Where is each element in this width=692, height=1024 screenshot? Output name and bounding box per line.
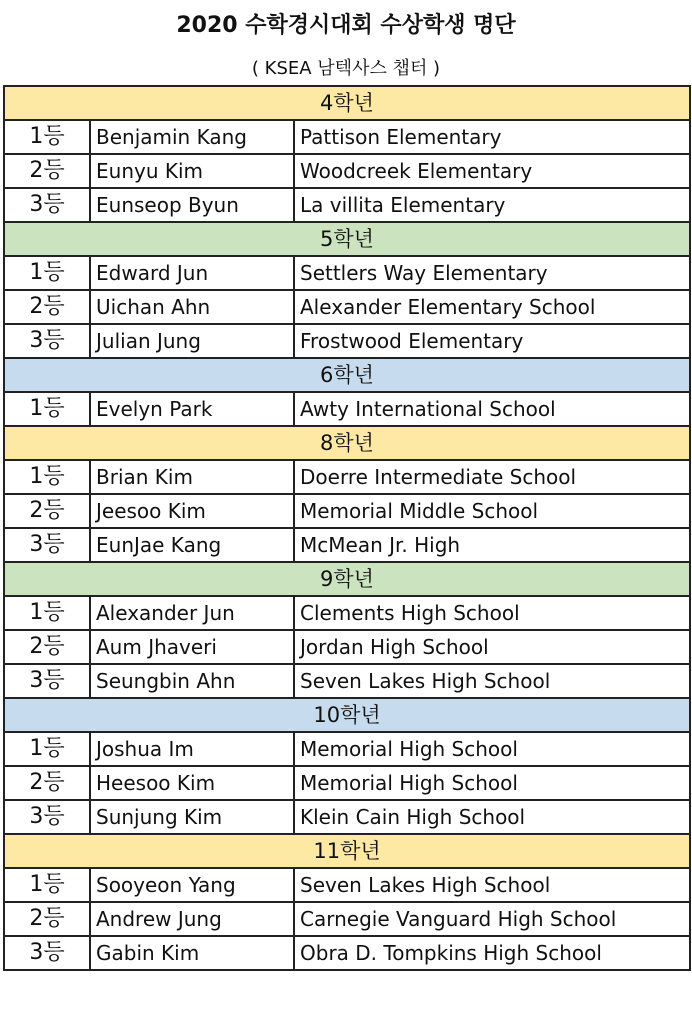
school-name-cell: Memorial Middle School	[294, 494, 690, 528]
student-name-cell: Seungbin Ahn	[90, 664, 294, 698]
table-row	[4, 188, 690, 222]
student-name-cell: Gabin Kim	[90, 936, 294, 970]
student-name-cell: Eunseop Byun	[90, 188, 294, 222]
student-name-cell: Eunyu Kim	[90, 154, 294, 188]
rank-cell: 2등	[4, 630, 90, 664]
school-name-cell: Settlers Way Elementary	[294, 256, 690, 290]
table-row	[4, 460, 690, 494]
school-name-cell: Klein Cain High School	[294, 800, 690, 834]
table-row	[4, 936, 690, 970]
school-name-cell: Frostwood Elementary	[294, 324, 690, 358]
school-name-cell: Obra D. Tompkins High School	[294, 936, 690, 970]
grade-header: 9학년	[4, 562, 690, 596]
page-subtitle: ( KSEA 남텍사스 챕터 )	[251, 58, 441, 79]
student-name-cell: EunJae Kang	[90, 528, 294, 562]
rank-cell: 1등	[4, 868, 90, 902]
grade-header-row	[4, 358, 690, 392]
school-name-cell: Seven Lakes High School	[294, 868, 690, 902]
table-row	[4, 528, 690, 562]
student-name-cell: Heesoo Kim	[90, 766, 294, 800]
rank-cell: 3등	[4, 324, 90, 358]
grade-header-row	[4, 834, 690, 868]
rank-cell: 3등	[4, 188, 90, 222]
awards-table	[3, 85, 691, 971]
grade-header: 5학년	[4, 222, 690, 256]
school-name-cell: Clements High School	[294, 596, 690, 630]
table-row	[4, 324, 690, 358]
table-row	[4, 902, 690, 936]
table-row	[4, 868, 690, 902]
school-name-cell: Pattison Elementary	[294, 120, 690, 154]
table-row	[4, 596, 690, 630]
table-row	[4, 732, 690, 766]
school-name-cell: Jordan High School	[294, 630, 690, 664]
rank-cell: 2등	[4, 494, 90, 528]
student-name-cell: Joshua Im	[90, 732, 294, 766]
school-name-cell: Alexander Elementary School	[294, 290, 690, 324]
table-row	[4, 154, 690, 188]
table-row	[4, 664, 690, 698]
school-name-cell: McMean Jr. High	[294, 528, 690, 562]
table-row	[4, 630, 690, 664]
grade-header: 8학년	[4, 426, 690, 460]
rank-cell: 1등	[4, 256, 90, 290]
table-row	[4, 290, 690, 324]
student-name-cell: Evelyn Park	[90, 392, 294, 426]
school-name-cell: Memorial High School	[294, 732, 690, 766]
table-row	[4, 800, 690, 834]
awards-table-body	[4, 86, 690, 970]
student-name-cell: Edward Jun	[90, 256, 294, 290]
student-name-cell: Jeesoo Kim	[90, 494, 294, 528]
rank-cell: 1등	[4, 732, 90, 766]
page-title: 2020 수학경시대회 수상학생 명단	[176, 13, 516, 38]
grade-header-row	[4, 698, 690, 732]
student-name-cell: Andrew Jung	[90, 902, 294, 936]
student-name-cell: Brian Kim	[90, 460, 294, 494]
school-name-cell: Woodcreek Elementary	[294, 154, 690, 188]
grade-header-row	[4, 86, 690, 120]
student-name-cell: Sooyeon Yang	[90, 868, 294, 902]
rank-cell: 1등	[4, 120, 90, 154]
rank-cell: 1등	[4, 460, 90, 494]
student-name-cell: Julian Jung	[90, 324, 294, 358]
rank-cell: 3등	[4, 800, 90, 834]
grade-header: 6학년	[4, 358, 690, 392]
grade-header-row	[4, 222, 690, 256]
school-name-cell: La villita Elementary	[294, 188, 690, 222]
rank-cell: 3등	[4, 664, 90, 698]
grade-header: 11학년	[4, 834, 690, 868]
rank-cell: 2등	[4, 154, 90, 188]
student-name-cell: Alexander Jun	[90, 596, 294, 630]
grade-header-row	[4, 562, 690, 596]
school-name-cell: Memorial High School	[294, 766, 690, 800]
table-row	[4, 392, 690, 426]
table-row	[4, 766, 690, 800]
student-name-cell: Benjamin Kang	[90, 120, 294, 154]
table-row	[4, 256, 690, 290]
rank-cell: 3등	[4, 528, 90, 562]
student-name-cell: Sunjung Kim	[90, 800, 294, 834]
grade-header: 4학년	[4, 86, 690, 120]
rank-cell: 1등	[4, 596, 90, 630]
rank-cell: 2등	[4, 290, 90, 324]
rank-cell: 2등	[4, 902, 90, 936]
table-row	[4, 494, 690, 528]
rank-cell: 2등	[4, 766, 90, 800]
grade-header: 10학년	[4, 698, 690, 732]
grade-header-row	[4, 426, 690, 460]
table-row	[4, 120, 690, 154]
school-name-cell: Seven Lakes High School	[294, 664, 690, 698]
school-name-cell: Doerre Intermediate School	[294, 460, 690, 494]
student-name-cell: Uichan Ahn	[90, 290, 294, 324]
rank-cell: 1등	[4, 392, 90, 426]
student-name-cell: Aum Jhaveri	[90, 630, 294, 664]
school-name-cell: Carnegie Vanguard High School	[294, 902, 690, 936]
rank-cell: 3등	[4, 936, 90, 970]
school-name-cell: Awty International School	[294, 392, 690, 426]
